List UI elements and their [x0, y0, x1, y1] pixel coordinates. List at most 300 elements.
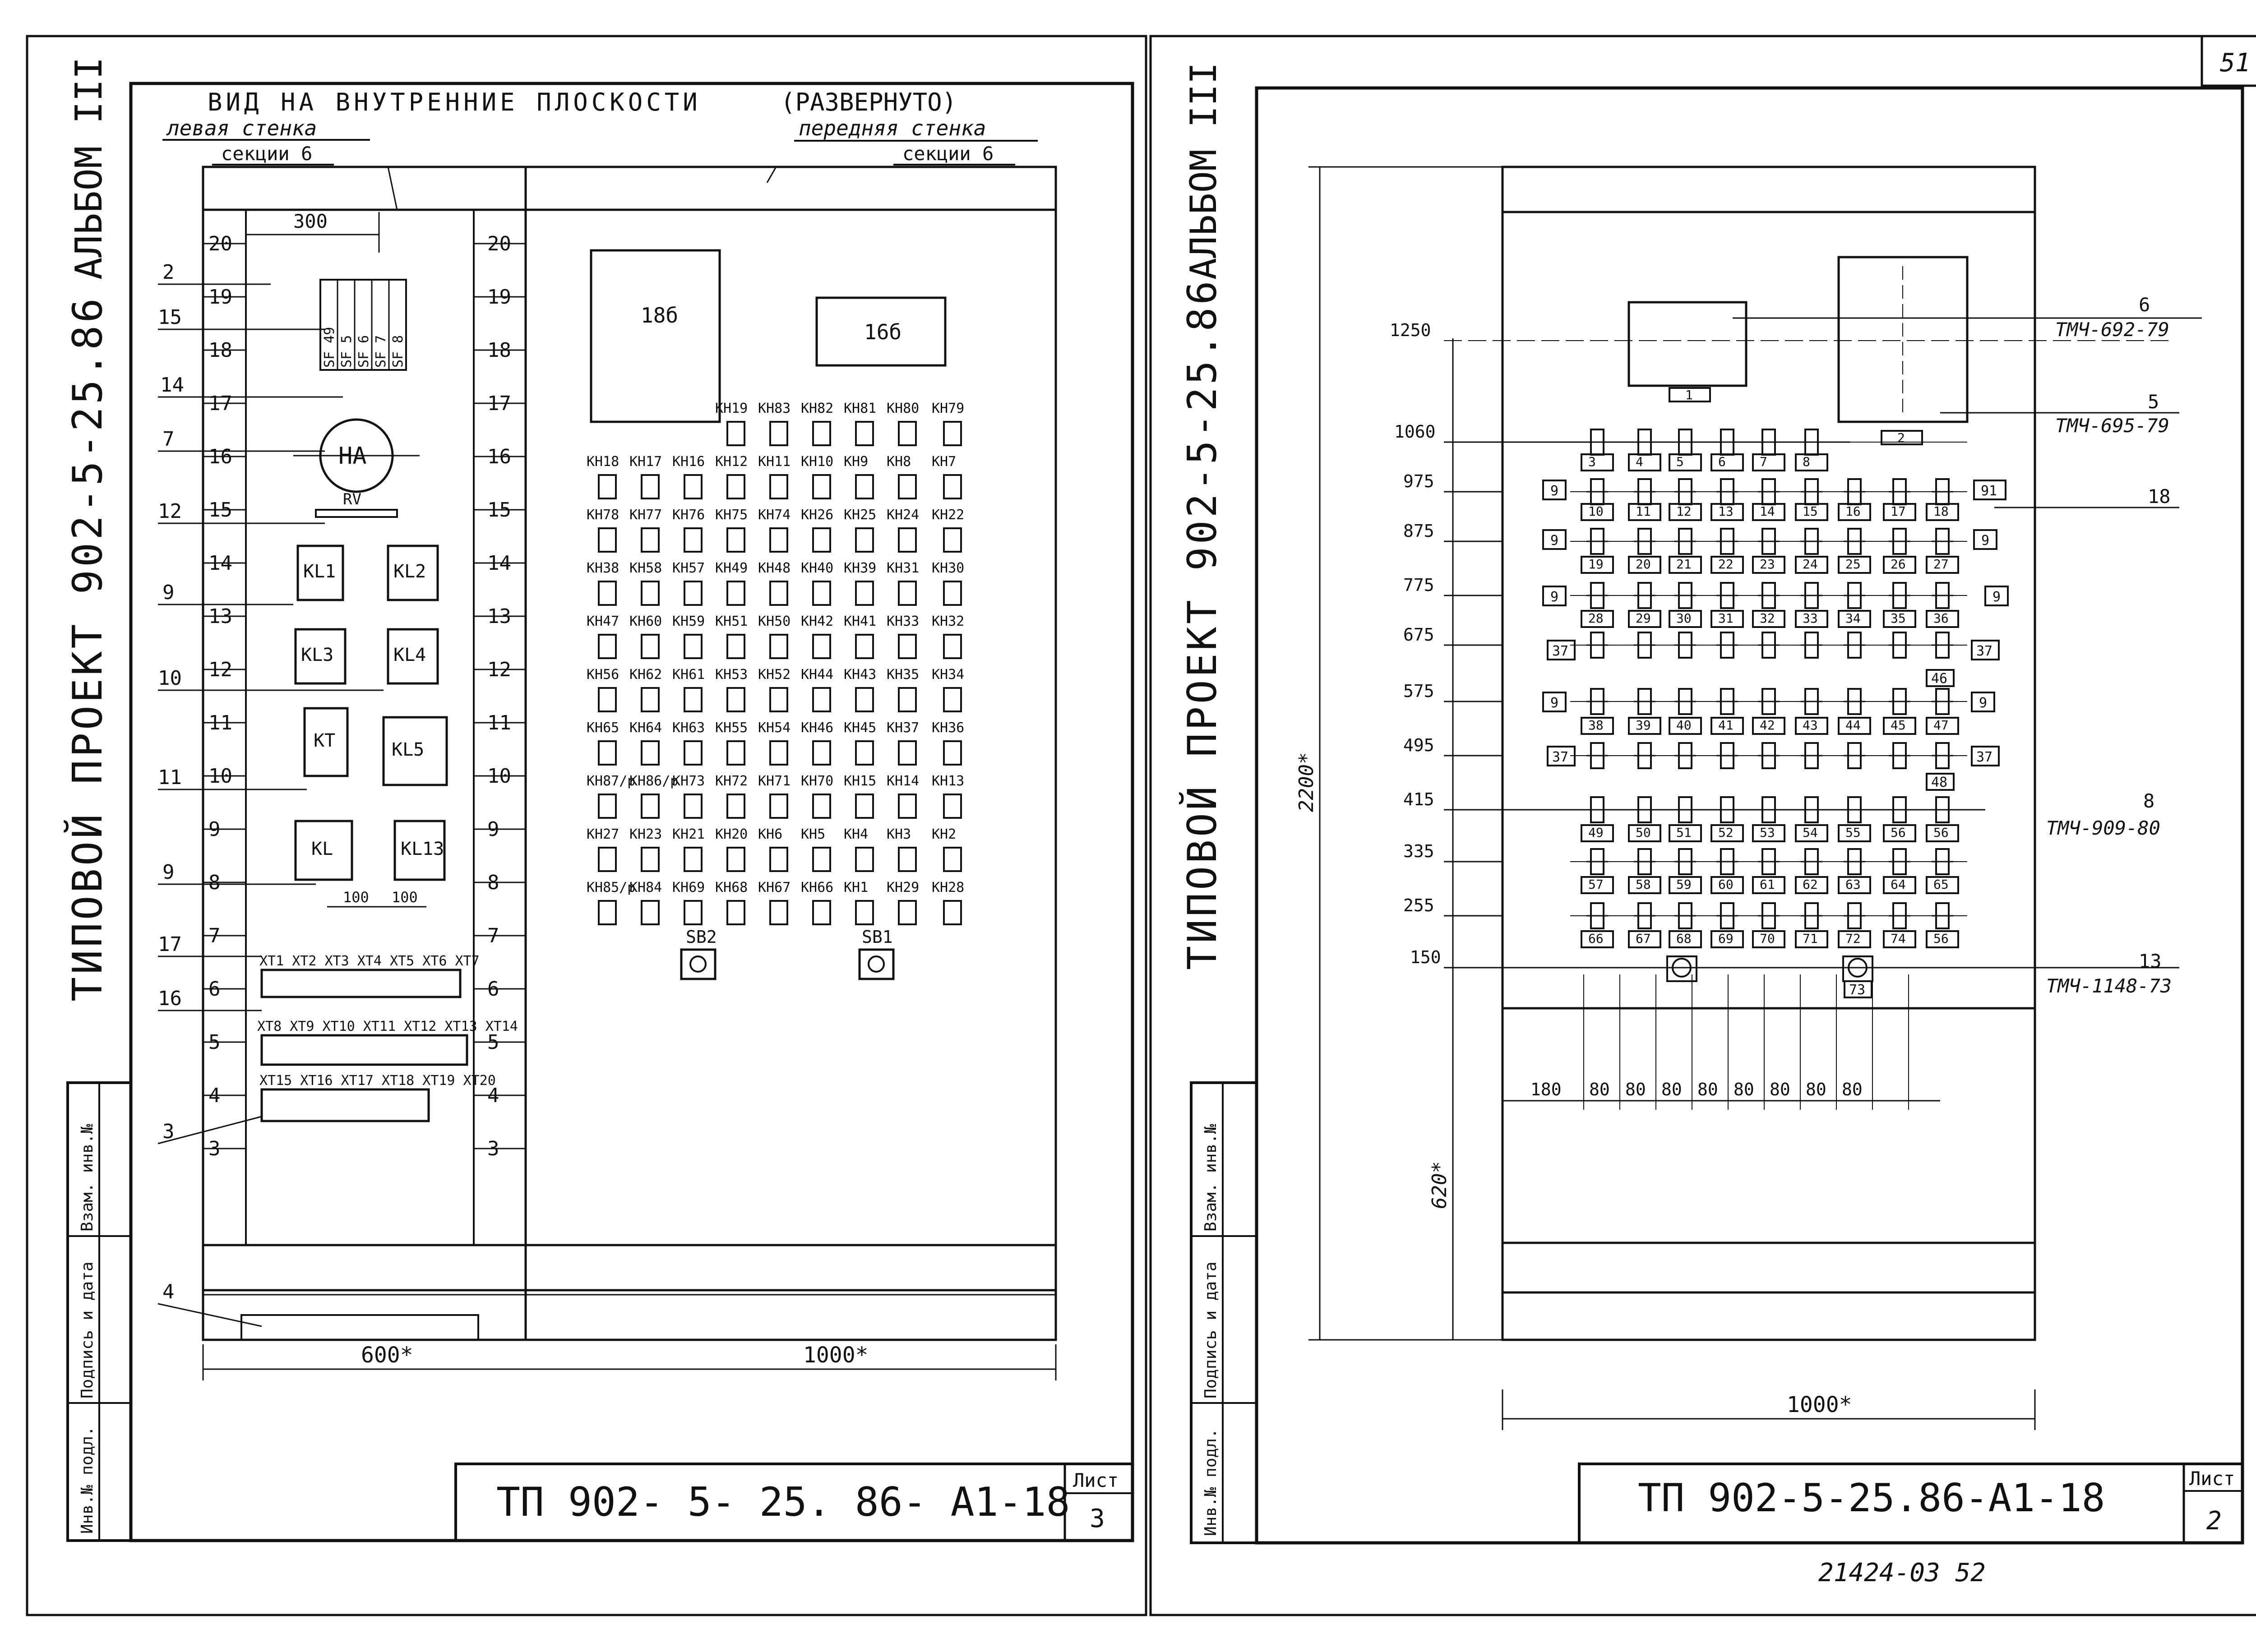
- left-inner-frame: [131, 83, 1133, 1541]
- terminal-tag: 62: [1803, 877, 1818, 892]
- left-sheet: [63, 57, 1133, 1541]
- scale-num-l: 20: [208, 232, 232, 255]
- bottom-dim-label: 80: [1625, 1080, 1646, 1099]
- kn-button: [944, 581, 961, 605]
- terminal-tag: 32: [1760, 611, 1775, 626]
- kn-button: [944, 794, 961, 818]
- bottom-dim-label: 80: [1661, 1080, 1682, 1099]
- terminal-tag: 38: [1588, 718, 1604, 733]
- scale-num-l: 6: [208, 978, 221, 1001]
- kn-label: KH81: [844, 401, 877, 416]
- kn-label: KH26: [801, 507, 834, 523]
- dim-100a: 100: [343, 889, 369, 906]
- terminal-tag: 55: [1845, 825, 1861, 840]
- kn-button: [813, 688, 830, 711]
- callout-number: 12: [158, 500, 182, 523]
- kn-button: [856, 581, 873, 605]
- callout-number: 9: [162, 861, 175, 884]
- terminal-tag: 14: [1760, 504, 1775, 519]
- scale-num-r: 4: [487, 1084, 499, 1107]
- right-side-label-2: Взам. инв.№: [1202, 1124, 1220, 1232]
- kn-button: [813, 848, 830, 871]
- kn-button: [856, 475, 873, 498]
- kn-label: KH14: [887, 773, 920, 789]
- kn-label: KH48: [758, 560, 791, 576]
- kn-button: [727, 794, 744, 818]
- level-label: 415: [1403, 789, 1434, 809]
- kn-button: [856, 528, 873, 552]
- kn-label: KH87/p: [587, 773, 636, 789]
- dim-620: 620*: [1428, 1161, 1451, 1209]
- kn-label: KH61: [672, 667, 705, 683]
- kn-button: [944, 422, 961, 445]
- right-cabinet-outline: [1502, 167, 2035, 1340]
- box-16b-label: 16б: [864, 320, 902, 344]
- kn-label: KH80: [887, 401, 920, 416]
- terminal-tag: 50: [1636, 825, 1651, 840]
- kn-button: [684, 741, 702, 765]
- scale-num-r: 5: [487, 1031, 499, 1054]
- terminal-tag: 61: [1760, 877, 1775, 892]
- terminal-tag: 44: [1845, 718, 1861, 733]
- kn-button: [599, 848, 616, 871]
- scale-num-r: 9: [487, 818, 499, 841]
- tag: 48: [1931, 775, 1948, 790]
- scale-num-l: 15: [208, 498, 232, 521]
- kn-button: [899, 635, 916, 658]
- kn-label: KH36: [932, 720, 965, 736]
- terminal-tag: 12: [1676, 504, 1692, 519]
- kn-label: KH52: [758, 667, 791, 683]
- terminal-tag: 49: [1588, 825, 1604, 840]
- kn-label: KH40: [801, 560, 834, 576]
- page-number: 51: [2220, 48, 2251, 78]
- box-18b: [591, 250, 720, 422]
- terminal-matrix: [1570, 429, 1967, 947]
- scale-num-l: 14: [208, 552, 232, 575]
- left-project-vertical: ТИПОВОЙ ПРОЕКТ 902-5-25.86: [64, 295, 111, 1001]
- kn-button: [856, 635, 873, 658]
- kn-button: [899, 581, 916, 605]
- dim-600: 600*: [361, 1343, 413, 1368]
- kn-label: KH2: [932, 826, 957, 842]
- scale-num-l: 19: [208, 286, 232, 309]
- tag: 9: [1550, 589, 1559, 605]
- left-side-label-0: Инв.№ подл.: [78, 1426, 97, 1534]
- ref-doc: ТМЧ-695-79: [2055, 415, 2169, 437]
- right-album-label: АЛЬБОМ III: [1183, 62, 1225, 280]
- tag: 46: [1931, 671, 1948, 687]
- scale-num-r: 20: [487, 232, 511, 255]
- kn-label: KH64: [629, 720, 662, 736]
- left-album-label: АЛЬБОМ III: [68, 57, 111, 280]
- bottom-dim-label: 80: [1842, 1080, 1863, 1099]
- terminal-tag: 31: [1718, 611, 1734, 626]
- kn-label: KH66: [801, 880, 834, 895]
- tag: 9: [1981, 533, 1990, 549]
- kn-label: KH50: [758, 614, 791, 629]
- kn-label: KH67: [758, 880, 791, 895]
- kn-label: KH76: [672, 507, 705, 523]
- kn-button: [599, 794, 616, 818]
- left-wall-label: левая стенка: [167, 116, 317, 140]
- kn-button: [856, 794, 873, 818]
- scale-num-r: 12: [487, 658, 511, 681]
- level-label: 1060: [1394, 422, 1436, 442]
- terminal-tag: 68: [1676, 931, 1692, 946]
- kn-button: [944, 475, 961, 498]
- right-side-stamp: [1191, 1083, 1257, 1543]
- kn-label: KH35: [887, 667, 920, 683]
- level-label: 1250: [1390, 320, 1431, 340]
- terminal-tag: 22: [1718, 557, 1734, 572]
- right-side-label-1: Подпись и дата: [1202, 1261, 1220, 1398]
- kn-label: KH28: [932, 880, 965, 895]
- terminal-strip: [262, 1035, 467, 1065]
- terminal-tag: 63: [1845, 877, 1861, 892]
- terminal-row-label: XT1 XT2 XT3 XT4 XT5 XT6 XT7: [259, 953, 480, 969]
- terminal-tag: 42: [1760, 718, 1775, 733]
- kn-button: [727, 422, 744, 445]
- kn-button: [856, 688, 873, 711]
- kn-label: KH25: [844, 507, 877, 523]
- level-label: 255: [1403, 895, 1434, 915]
- kn-button: [727, 848, 744, 871]
- tag: 9: [1550, 533, 1559, 549]
- kn-label: KH86/p: [629, 773, 679, 789]
- kn-button: [813, 901, 830, 924]
- kn-button: [856, 422, 873, 445]
- ref-num: 18: [2148, 485, 2171, 508]
- sf-label: SF 7: [373, 335, 389, 368]
- kn-button: [642, 794, 659, 818]
- kn-label: KH42: [801, 614, 834, 629]
- ha-label: HA: [338, 443, 367, 470]
- kn-label: KH59: [672, 614, 705, 629]
- relay-kl4-label: KL4: [393, 645, 426, 665]
- kn-button: [642, 688, 659, 711]
- ref-doc: ТМЧ-1148-73: [2046, 975, 2172, 997]
- terminal-tag: 58: [1636, 877, 1651, 892]
- terminal-tag: 39: [1636, 718, 1651, 733]
- kn-button: [770, 901, 787, 924]
- sf-label: SF 49: [322, 327, 337, 368]
- level-label: 335: [1403, 841, 1434, 861]
- callout-number: 10: [158, 667, 182, 690]
- scale-num-l: 3: [208, 1137, 221, 1160]
- device-box-1: [1629, 302, 1746, 386]
- right-stamp-code: ТП 902-5-25.86-А1-18: [1638, 1476, 2105, 1521]
- callout-number: 4: [162, 1280, 175, 1303]
- kn-label: KH57: [672, 560, 705, 576]
- kn-label: KH56: [587, 667, 619, 683]
- kn-label: KH8: [887, 454, 911, 470]
- kn-label: KH62: [629, 667, 662, 683]
- relay-kl-label: KL: [311, 839, 333, 859]
- kn-label: KH38: [587, 560, 619, 576]
- kn-button: [770, 848, 787, 871]
- kn-label: KH15: [844, 773, 877, 789]
- sf-label: SF 8: [390, 335, 406, 368]
- terminal-tag-box: [1629, 454, 1660, 471]
- kn-label: KH33: [887, 614, 920, 629]
- kn-label: KH9: [844, 454, 869, 470]
- scale-num-r: 3: [487, 1137, 499, 1160]
- kn-label: KH43: [844, 667, 877, 683]
- relay-kl3-label: KL3: [301, 645, 334, 665]
- scale-num-r: 18: [487, 339, 511, 362]
- terminal-tag: 56: [1933, 825, 1949, 840]
- terminal-tag: 36: [1933, 611, 1949, 626]
- kn-button: [684, 901, 702, 924]
- terminal-tag: 72: [1845, 931, 1861, 946]
- scale-num-r: 10: [487, 765, 511, 788]
- kn-label: KH54: [758, 720, 791, 736]
- scale-num-r: 8: [487, 871, 499, 894]
- terminal-tag: 13: [1718, 504, 1734, 519]
- sf-breaker-group: [320, 280, 406, 370]
- callout-number: 9: [162, 581, 175, 604]
- kn-label: KH44: [801, 667, 834, 683]
- kn-label: KH68: [715, 880, 748, 895]
- terminal-tag: 18: [1933, 504, 1949, 519]
- kn-label: KH83: [758, 401, 791, 416]
- device-box-2: [1839, 257, 1967, 422]
- left-side-label-2: Взам. инв.№: [78, 1124, 97, 1232]
- kn-button: [599, 475, 616, 498]
- scale-num-r: 17: [487, 392, 511, 415]
- relay-kt-label: KT: [314, 730, 336, 751]
- bottom-dim-label: 80: [1734, 1080, 1754, 1099]
- scale-num-r: 16: [487, 445, 511, 468]
- terminal-tag-box: [1711, 454, 1743, 471]
- kn-button: [944, 901, 961, 924]
- scale-num-l: 18: [208, 339, 232, 362]
- scale-num-r: 6: [487, 978, 499, 1001]
- terminal-tag: 64: [1891, 877, 1906, 892]
- callout-number: 11: [158, 766, 182, 789]
- rv-label: RV: [343, 490, 361, 508]
- terminal-tag: 67: [1636, 931, 1651, 946]
- tag: 9: [1992, 589, 2001, 605]
- front-section-label: секции 6: [902, 143, 994, 165]
- terminal-tag: 19: [1588, 557, 1604, 572]
- kn-label: KH4: [844, 826, 869, 842]
- terminal-tag: 25: [1845, 557, 1861, 572]
- bottom-dim-label: 80: [1806, 1080, 1826, 1099]
- tag: 73: [1849, 982, 1866, 998]
- relay-kl2-label: KL2: [393, 561, 426, 582]
- kn-button: [642, 528, 659, 552]
- level-label: 775: [1403, 575, 1434, 595]
- callout-number: 3: [162, 1120, 175, 1143]
- kn-label: KH29: [887, 880, 920, 895]
- terminal-tag: 59: [1676, 877, 1692, 892]
- terminal-tag: 43: [1803, 718, 1818, 733]
- kn-button-grid: [587, 401, 964, 924]
- kn-button: [642, 581, 659, 605]
- kn-button: [684, 475, 702, 498]
- kn-label: KH30: [932, 560, 965, 576]
- terminal-tag-box: [1796, 454, 1827, 471]
- kn-button: [727, 528, 744, 552]
- kn-button: [599, 901, 616, 924]
- kn-label: KH41: [844, 614, 877, 629]
- kn-label: KH37: [887, 720, 920, 736]
- terminal-tag: 3: [1588, 454, 1596, 469]
- kn-button: [684, 528, 702, 552]
- kn-button: [770, 581, 787, 605]
- kn-button: [944, 848, 961, 871]
- ref-num: 13: [2139, 950, 2162, 972]
- kn-label: KH53: [715, 667, 748, 683]
- kn-label: KH79: [932, 401, 965, 416]
- callout-number: 15: [158, 306, 182, 329]
- terminal-tag: 33: [1803, 611, 1818, 626]
- kn-button: [813, 528, 830, 552]
- kn-label: KH63: [672, 720, 705, 736]
- kn-label: KH69: [672, 880, 705, 895]
- kn-label: KH71: [758, 773, 791, 789]
- tag: 91: [1981, 483, 1997, 499]
- scale-num-r: 15: [487, 498, 511, 521]
- kn-button: [899, 688, 916, 711]
- left-sheet-number: 3: [1090, 1504, 1105, 1533]
- terminal-tag: 6: [1718, 454, 1726, 469]
- kn-label: KH1: [844, 880, 869, 895]
- kn-button: [899, 475, 916, 498]
- kn-button: [684, 794, 702, 818]
- kn-label: KH74: [758, 507, 791, 523]
- kn-label: KH78: [587, 507, 619, 523]
- ref-num: 6: [2139, 294, 2150, 316]
- terminal-tag: 56: [1891, 825, 1906, 840]
- kn-button: [899, 901, 916, 924]
- terminal-tag: 71: [1803, 931, 1818, 946]
- terminal-tag: 51: [1676, 825, 1692, 840]
- bottom-dim-label: 180: [1530, 1080, 1562, 1099]
- scale-num-l: 11: [208, 711, 232, 734]
- sb1-label: SB1: [862, 927, 893, 947]
- kn-label: KH16: [672, 454, 705, 470]
- sf-label: SF 6: [356, 335, 372, 368]
- kn-button: [770, 635, 787, 658]
- scale-num-r: 7: [487, 924, 499, 947]
- ref-doc: ТМЧ-692-79: [2055, 318, 2169, 341]
- kn-label: KH70: [801, 773, 834, 789]
- kn-label: KH55: [715, 720, 748, 736]
- terminal-tag: 56: [1933, 931, 1949, 946]
- right-sheet-label: Лист: [2189, 1467, 2235, 1490]
- kn-button: [856, 741, 873, 765]
- terminal-strip: [262, 970, 460, 997]
- kn-label: KH65: [587, 720, 619, 736]
- terminal-row-label: XT15 XT16 XT17 XT18 XT19 XT20: [259, 1073, 496, 1089]
- scale-num-r: 14: [487, 552, 511, 575]
- kn-button: [727, 475, 744, 498]
- terminal-tag: 21: [1676, 557, 1692, 572]
- terminal-tag: 8: [1803, 454, 1810, 469]
- scale-num-l: 12: [208, 658, 232, 681]
- kn-button: [899, 794, 916, 818]
- box-18b-label: 18б: [641, 303, 679, 328]
- terminal-tag: 70: [1760, 931, 1775, 946]
- kn-label: KH6: [758, 826, 783, 842]
- level-label: 675: [1403, 625, 1434, 645]
- terminal-tag: 54: [1803, 825, 1818, 840]
- terminal-tag: 7: [1760, 454, 1767, 469]
- terminal-tag: 20: [1636, 557, 1651, 572]
- terminal-tag: 45: [1891, 718, 1906, 733]
- kn-button: [770, 528, 787, 552]
- tag: 37: [1976, 749, 1993, 765]
- kn-label: KH84: [629, 880, 662, 895]
- bottom-dim-label: 80: [1589, 1080, 1610, 1099]
- left-heading-note: (РАЗВЕРНУТО): [781, 88, 957, 116]
- right-inner-frame: [1257, 88, 2242, 1543]
- footer-note: 21424-03 52: [1818, 1558, 1986, 1587]
- scale-num-r: 19: [487, 286, 511, 309]
- relay-kl1-label: KL1: [303, 561, 336, 582]
- left-scale-ticks: [203, 244, 526, 1149]
- front-wall-label: передняя стенка: [799, 116, 986, 140]
- scale-num-l: 8: [208, 871, 221, 894]
- terminal-tag-box: [1581, 454, 1613, 471]
- kn-label: KH51: [715, 614, 748, 629]
- bottom-dim-label: 80: [1770, 1080, 1790, 1099]
- kn-label: KH39: [844, 560, 877, 576]
- kn-label: KH17: [629, 454, 662, 470]
- kn-button: [599, 635, 616, 658]
- kn-label: KH49: [715, 560, 748, 576]
- left-sheet-label: Лист: [1073, 1469, 1119, 1491]
- kn-button: [684, 688, 702, 711]
- kn-button: [727, 688, 744, 711]
- kn-button: [813, 794, 830, 818]
- sb2-label: SB2: [686, 927, 717, 947]
- scale-num-l: 9: [208, 818, 221, 841]
- left-section-label: секции 6: [221, 143, 313, 165]
- base-plinth: [241, 1315, 478, 1340]
- tag: 9: [1550, 483, 1559, 499]
- terminal-tag: 15: [1803, 504, 1818, 519]
- terminal-tag: 35: [1891, 611, 1906, 626]
- kn-label: KH46: [801, 720, 834, 736]
- ref-doc: ТМЧ-909-80: [2046, 817, 2160, 839]
- sf-label: SF 5: [339, 335, 355, 368]
- terminal-tag: 52: [1718, 825, 1734, 840]
- kn-label: KH3: [887, 826, 911, 842]
- relay-kl13-label: KL13: [401, 839, 444, 859]
- kn-button: [770, 422, 787, 445]
- outer-frame-left: [27, 36, 1146, 1615]
- level-label: 875: [1403, 521, 1434, 541]
- kn-button: [642, 848, 659, 871]
- terminal-tag: 29: [1636, 611, 1651, 626]
- kn-button: [944, 688, 961, 711]
- terminal-tag: 11: [1636, 504, 1651, 519]
- kn-button: [899, 422, 916, 445]
- terminal-tag: 47: [1933, 718, 1949, 733]
- kn-button: [856, 901, 873, 924]
- right-sheet: [1179, 36, 2256, 1587]
- kn-button: [599, 528, 616, 552]
- terminal-tag: 27: [1933, 557, 1949, 572]
- kn-label: KH22: [932, 507, 965, 523]
- right-project-vertical: ТИПОВОЙ ПРОЕКТ 902-5-25.86: [1179, 278, 1225, 970]
- scale-num-l: 13: [208, 605, 232, 628]
- front-wall-outline: [526, 167, 1056, 1340]
